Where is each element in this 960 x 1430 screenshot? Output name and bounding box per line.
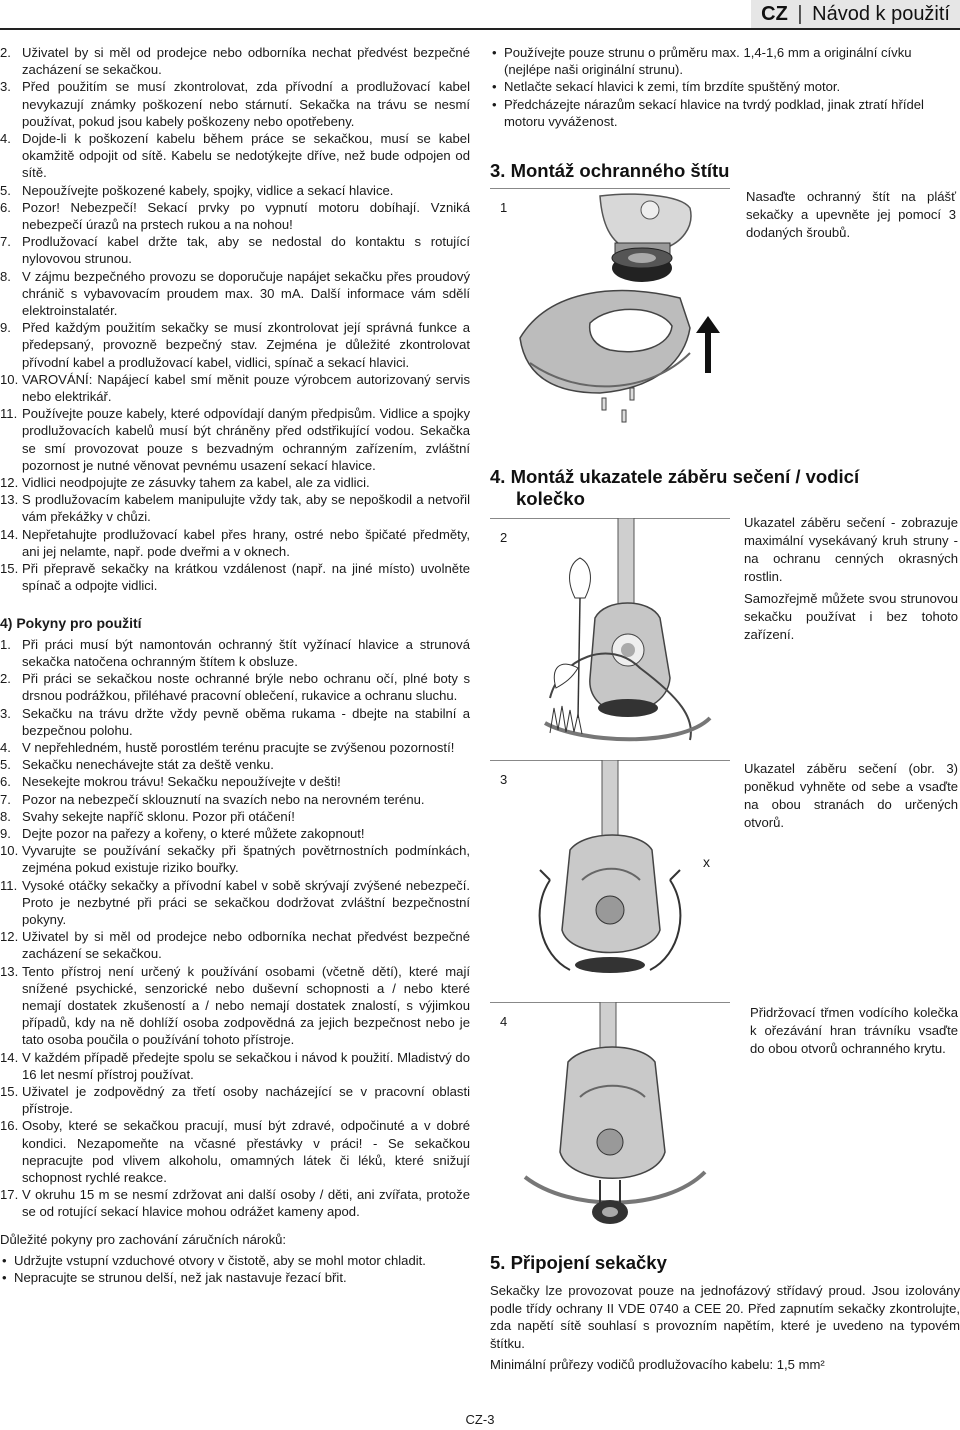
list-item [0, 1186, 470, 1220]
bullet-item [490, 96, 960, 130]
cutting-indicator-illustration [490, 518, 730, 754]
section-4-title-line-1: 4. Montáž ukazatele záběru sečení / vodicí [490, 466, 860, 487]
figure-1-caption: Nasaďte ochranný štít na plášť sekačky a upevněte jej pomocí 3 dodaných šroubů. [746, 189, 956, 240]
section-4-title-line-2: kolečko [516, 488, 585, 509]
figure-2 [490, 518, 730, 754]
item-number: 1. [0, 636, 11, 652]
item-number: 7. [0, 791, 11, 807]
item-text: Před každým použitím sekačky se musí zkontrolovat její správná funkce a předepsaný, provozně bezpečný stav. Zejména je důležité zkontrolovat přívodní kabel a prodlužovací kabel, vidlici, spínač a sekací hlavici. [22, 320, 470, 370]
list-item [0, 636, 470, 670]
list-item [0, 371, 470, 405]
item-text: Dojde-li k poškození kabelu během práce se sekačkou, musí se kabel okamžitě odpojit od sítě. Kabelu se nedotýkejte dříve, než bude odpojen od sítě. [22, 131, 470, 181]
document-title: Návod k použití [812, 3, 950, 25]
guard-mounting-illustration [490, 188, 730, 456]
item-number: 15. [0, 561, 19, 577]
item-number: 6. [0, 199, 11, 215]
list-item [0, 1117, 470, 1186]
list-item [0, 791, 470, 808]
item-number: 11. [0, 877, 18, 893]
item-text: Prodlužovací kabel držte tak, aby se nedostal do kontaktu s rotující nylovovou strunou. [22, 234, 470, 267]
left-column [0, 44, 470, 1286]
item-number: 5. [0, 757, 11, 773]
right-column-bullets [490, 44, 960, 130]
spacer [0, 595, 470, 613]
item-text: Uživatel by si měl od prodejce nebo odborníka nechat předvést bezpečné zacházení se sekačkou. [22, 45, 470, 78]
figure-number: 2 [500, 530, 508, 545]
item-text: Před použitím se musí zkontrolovat, zda přívodní a prodlužovací kabel nevykazují známky poškození nebo stárnutí. Sekačka na trávu se nesmí používat, pokud jsou kabely poškozeny nebo opotřebeny. [22, 79, 470, 129]
item-text: Nesekejte mokrou trávu! Sekačku nepoužívejte v dešti! [22, 774, 341, 790]
item-text: Používejte pouze kabely, které odpovídají daným předpisům. Vidlice a spojky prodlužovacích kabelů musí být chráněny před odstřikující vodou. Sekačka se smí provozovat pouze s bezvadným ochranným zařízením, zvláštní pozornost je nutné věnovat pevnému usazení sekací hlavice. [22, 406, 470, 473]
list-item [0, 928, 470, 962]
item-text: V každém případě předejte spolu se sekačkou i návod k použití. Mladistvý do 16 let nesmí přístroj používat. [22, 1049, 470, 1082]
list-item [0, 405, 470, 474]
figure-2-note: Samozřejmě můžete svou strunovou sekačku používat i bez tohoto zařízení. [744, 591, 958, 642]
item-text: Nepřetahujte prodlužovací kabel přes hrany, ostré nebo špičaté předměty, ani jej nelamte, např. pode dveřmi a v oknech. [22, 526, 470, 559]
list-item [0, 526, 470, 560]
figure-3 [490, 760, 730, 992]
usage-list [0, 636, 470, 1221]
list-item [0, 182, 470, 199]
bullet-item [0, 1269, 470, 1286]
item-number: 8. [0, 808, 11, 824]
figure-number: 3 [500, 772, 508, 787]
item-number: 14. [0, 526, 19, 542]
item-text: V okruhu 15 m se nesmí zdržovat ani další osoby / děti, ani zvířata, protože se od rotující sekací hlavice mohou odrážet kameny apod. [22, 1187, 470, 1220]
item-text: Dejte pozor na pařezy a kořeny, o které můžete zakopnout! [22, 825, 365, 841]
figure-4-caption: Přidržovací třmen vodícího kolečka k ořezávání hran trávníku vsaďte do obou otvorů ochranného krytu. [750, 1005, 958, 1056]
figure-number: 1 [500, 200, 508, 215]
item-number: 4. [0, 131, 11, 147]
item-text: Pozor na nebezpečí sklouznutí na svazích nebo na nerovném terénu. [22, 791, 425, 807]
bullet-item [490, 78, 960, 95]
list-item [0, 78, 470, 130]
header-separator: | [797, 3, 803, 25]
list-item [0, 491, 470, 525]
item-text: Pozor! Nebezpečí! Sekací prvky po vypnutí motoru dobíhají. Vzniká nebezpečí úrazů na prstech rukou a na nohou! [22, 199, 470, 233]
list-item [0, 44, 470, 78]
bullet-text: Předcházejte nárazům sekací hlavice na tvrdý podklad, jinak ztratí hřídel motoru vyváženost. [504, 96, 924, 129]
bullet-text: Nepracujte se strunou delší, než jak nastavuje řezací břit. [14, 1270, 347, 1286]
item-number: 2. [0, 45, 11, 60]
item-number: 7. [0, 234, 11, 250]
item-number: 5. [0, 182, 11, 198]
item-text: V nepřehledném, hustě porostlém terénu pracujte se zvýšenou pozorností! [22, 739, 455, 755]
list-item [0, 474, 470, 491]
list-item [0, 773, 470, 790]
bullet-icon: • [2, 1270, 7, 1286]
bullet-text: Používejte pouze strunu o průměru max. 1,4-1,6 mm a originální cívku (nejlépe naši originální strunu). [504, 45, 912, 78]
indicator-insert-illustration [490, 760, 730, 992]
section-5-cable: Minimální průřezy vodičů prodlužovacího kabelu: 1,5 mm² [490, 1357, 825, 1373]
bullet-text: Udržujte vstupní vzduchové otvory v čistotě, aby se mohl motor chladit. [14, 1252, 426, 1268]
list-item [0, 233, 470, 267]
warranty-list [0, 1252, 470, 1286]
item-text: Uživatel je zodpovědný za třetí osoby nacházející se v pracovní oblasti přístroje. [22, 1083, 470, 1117]
item-number: 10. [0, 843, 19, 859]
item-text: Uživatel by si měl od prodejce nebo odborníka nechat předvést bezpečné zacházení se sekačkou. [22, 929, 470, 962]
list-item [0, 963, 470, 1049]
list-item [0, 756, 470, 773]
language-code: CZ [761, 3, 788, 25]
list-item [0, 808, 470, 825]
item-text: Nepoužívejte poškozené kabely, spojky, vidlice a sekací hlavice. [22, 182, 394, 198]
item-text: S prodlužovacím kabelem manipulujte vždy tak, aby se nepoškodil a netvořil vám překážky v chůzi. [22, 492, 470, 525]
figure-3-caption: Ukazatel záběru sečení (obr. 3) poněkud vyhněte od sebe a vsaďte na obou stranách do určených otvorů. [744, 761, 958, 830]
list-item [0, 130, 470, 182]
figure-1 [490, 188, 730, 456]
item-text: Vidlici neodpojujte ze zásuvky tahem za kabel, ale za vidlici. [22, 475, 370, 491]
section-5-heading: 5. Připojení sekačky [490, 1252, 667, 1273]
item-number: 8. [0, 268, 11, 284]
list-item [0, 825, 470, 842]
item-text: V zájmu bezpečného provozu se doporučuje napájet sekačku přes proudový chránič s vybavovacím proudem max. 30 mA. Další informace vám sdělí elektroinstalatér. [22, 268, 470, 319]
bullet-text: Netlačte sekací hlavici k zemi, tím brzdíte spuštěný motor. [504, 79, 841, 95]
list-item [0, 1083, 470, 1117]
item-text: Tento přístroj není určený k používání osobami (včetně dětí), které mají snížené psychické, senzorické nebo duševní schopnosti a / nebo které nemají dostatek zkušeností a / nebo nemají dostatek znalostí, s výjimkou případů, kdy na ně dohlíží osoba zodpovědná za jejich bezpečnost nebo je tato osoba poučila o používání tohoto přístroje. [22, 963, 470, 1048]
item-number: 10. [0, 371, 19, 387]
safety-list [0, 44, 470, 595]
bullet-icon: • [2, 1252, 7, 1268]
item-number: 9. [0, 320, 11, 336]
item-number: 11. [0, 406, 18, 422]
item-text: Sekačku na trávu držte vždy pevně oběma rukama - dbejte na stabilní a bezpečnou polohu. [22, 705, 470, 738]
list-item [0, 670, 470, 704]
list-item [0, 705, 470, 739]
item-number: 17. [0, 1187, 19, 1203]
list-item [0, 739, 470, 756]
item-text: VAROVÁNÍ: Napájecí kabel smí měnit pouze výrobcem autorizovaný servis nebo elektrikář. [22, 371, 470, 405]
page-number: CZ-3 [465, 1412, 495, 1427]
section-3-heading: 3. Montáž ochranného štítu [490, 160, 730, 181]
string-bullet-list [490, 44, 960, 130]
list-item [0, 1049, 470, 1083]
item-text: Vysoké otáčky sekačky a přívodní kabel v sobě skrývají zvýšené nebezpečí. Proto je nezbytné při práci se sekačkou dodržovat zvláštní bezpečnostní pokyny. [22, 877, 470, 927]
section-4-title [490, 466, 960, 510]
header-rule [0, 28, 960, 30]
list-item [0, 268, 470, 320]
list-item [0, 319, 470, 371]
item-number: 6. [0, 774, 11, 790]
item-text: Sekačku nenechávejte stát za deště venku. [22, 757, 274, 773]
bullet-icon: • [492, 45, 497, 60]
item-text: Při práci musí být namontován ochranný štít vyžínací hlavice a strunová sekačka natočena ochranným štítem k obsluze. [22, 636, 470, 669]
item-number: 15. [0, 1083, 19, 1099]
bullet-icon: • [492, 96, 497, 112]
bullet-icon: • [492, 79, 497, 95]
bullet-item [0, 1252, 470, 1269]
item-number: 4. [0, 739, 11, 755]
item-number: 12. [0, 475, 19, 491]
figure-2-caption: Ukazatel záběru sečení - zobrazuje maximální vysekávaný kruh struny - na ochranu cenných okrasných rostlin. [744, 515, 958, 584]
list-item [0, 877, 470, 929]
item-number: 12. [0, 929, 19, 945]
edge-guide-illustration [490, 1002, 730, 1240]
section-5-body [490, 1282, 960, 1374]
item-number: 13. [0, 963, 19, 979]
item-number: 2. [0, 671, 11, 687]
item-number: 14. [0, 1049, 19, 1065]
item-number: 13. [0, 492, 19, 508]
list-item [0, 199, 470, 233]
item-number: 9. [0, 825, 11, 841]
figure-number: 4 [500, 1014, 508, 1029]
section-5-text: Sekačky lze provozovat pouze na jednofázový střídavý proud. Jsou izolovány podle třídy ochrany II VDE 0740 a CEE 20. Před zapnutím sekačky zkontrolujte, zda napětí sítě souhlasí s provozním napětím, které je uvedeno na typovém štítku. [490, 1283, 960, 1351]
section-4-heading: 4) Pokyny pro použití [0, 614, 142, 631]
item-text: Při práci se sekačkou noste ochranné brýle nebo ochranu očí, plné boty s drsnou podrážkou, přiléhavé pracovní oblečení, rukavice a ochranu sluchu. [22, 671, 470, 704]
item-text: Osoby, které se sekačkou pracují, musí být zdravé, odpočinuté a v dobré kondici. Nezapomeňte na včasné přestávky v práci! - Se sekačkou nepracujte pod vlivem alkoholu, omamných látek či léků, které snižují schopnost rychlé reakce. [22, 1118, 470, 1185]
item-text: Vyvarujte se používání sekačky při špatných povětrnostních podmínkách, zejména pokud existuje riziko bouřky. [22, 843, 470, 876]
figure-3-mark: x [703, 854, 710, 870]
item-number: 3. [0, 705, 11, 721]
warranty-heading: Důležité pokyny pro zachování záručních nároků: [0, 1231, 287, 1247]
item-number: 3. [0, 79, 11, 95]
item-text: Při přepravě sekačky na krátkou vzdálenost (např. na jiné místo) uvolněte spínač a odpojte vidlici. [22, 561, 470, 594]
list-item [0, 560, 470, 594]
bullet-item [490, 44, 960, 78]
header-title-box [751, 0, 960, 28]
item-text: Svahy sekejte napříč sklonu. Pozor při otáčení! [22, 808, 295, 824]
figure-4 [490, 1002, 730, 1240]
page-header [0, 0, 960, 30]
list-item [0, 842, 470, 876]
item-number: 16. [0, 1118, 19, 1134]
